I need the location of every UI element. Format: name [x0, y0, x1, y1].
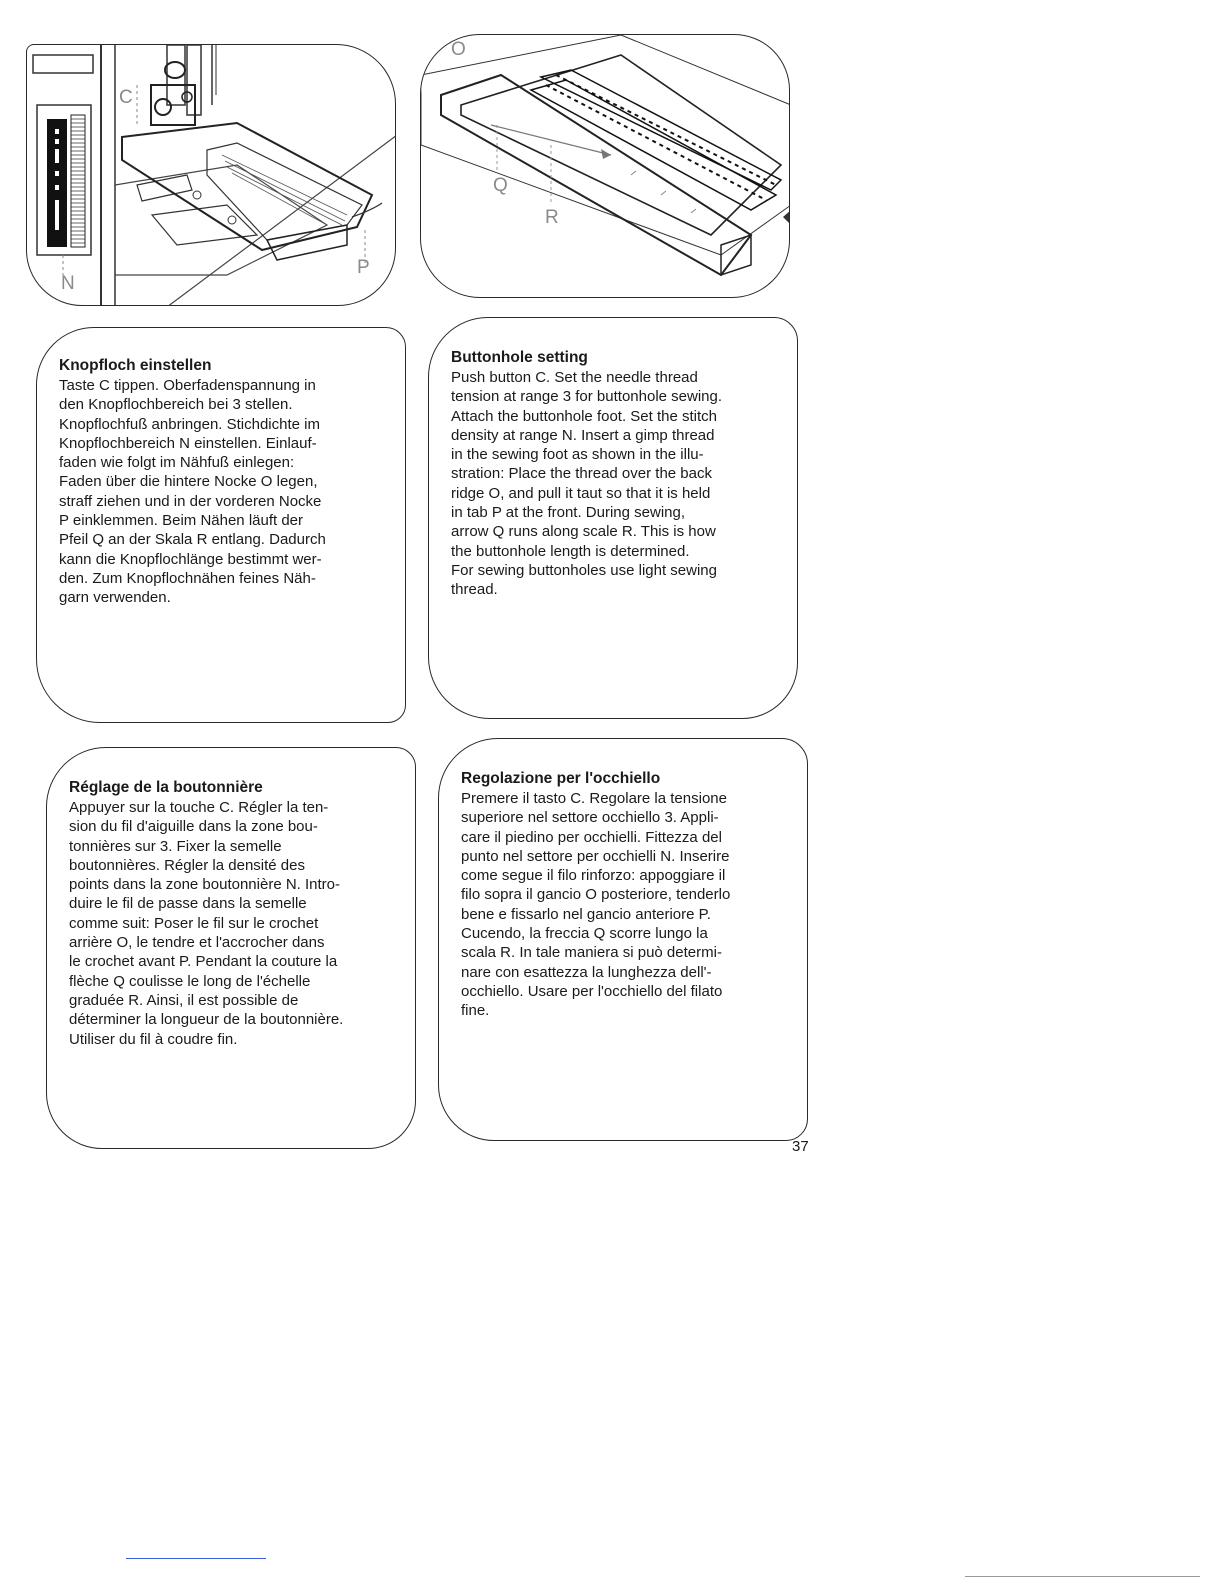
label-o: O: [451, 39, 466, 60]
buttonhole-scale-drawing: [421, 35, 790, 298]
illustration-buttonhole-scale: [420, 34, 790, 298]
bottom-right-rule: [965, 1576, 1200, 1577]
bottom-left-rule: [126, 1558, 266, 1559]
section-body-german: Taste C tippen. Oberfadenspannung in den Knopflochbereich bei 3 stellen. Knopflochfuß anbringen. Stichdichte im Knopflochbereich N einstellen. Einlauf- faden wie folgt im Nähfuß einlegen: Faden über die hintere Nocke O legen, straff ziehen und in der vorderen Nocke P einklemmen. Beim Nähen läuft der Pfeil Q an der Skala R entlang. Dadurch kann die Knopflochlänge bestimmt wer- den. Zum Knopflochnähen feines Näh- garn verwenden.: [59, 377, 326, 607]
section-title-english: Buttonhole setting: [451, 349, 588, 366]
label-r: R: [545, 207, 559, 228]
label-n: N: [61, 273, 75, 294]
text-panel-italian: [438, 738, 808, 1141]
text-panel-english: [428, 317, 798, 719]
label-q: Q: [493, 175, 508, 196]
section-title-italian: Regolazione per l'occhiello: [461, 770, 661, 787]
section-title-french: Réglage de la boutonnière: [69, 779, 263, 796]
text-panel-german: [36, 327, 406, 723]
page-number: 37: [792, 1138, 809, 1155]
section-title-german: Knopfloch einstellen: [59, 357, 212, 374]
section-body-french: Appuyer sur la touche C. Régler la ten- sion du fil d'aiguille dans la zone bou- tonnières sur 3. Fixer la semelle boutonnières. Régler la densité des points dans la zone boutonnière N. Intro- duire le fil de passe dans la semelle comme suit: Poser le fil sur le crochet arrière O, le tendre et l'accrocher dans le crochet avant P. Pendant la couture la flèche Q coulisse le long de l'échelle graduée R. Ainsi, il est possible de déterminer la longueur de la boutonnière. Utiliser du fil à coudre fin.: [69, 799, 344, 1048]
section-body-italian: Premere il tasto C. Regolare la tensione superiore nel settore occhiello 3. Appli- care il piedino per occhielli. Fittezza del punto nel settore per occhielli N. Inserire come segue il filo rinforzo: appoggiare il filo sopra il gancio O posteriore, tenderlo bene e fissarlo nel gancio anteriore P. Cucendo, la freccia Q scorre lungo la scala R. In tale maniera si può determi- nare con esattezza la lunghezza dell'- occhiello. Usare per l'occhiello del filato fine.: [461, 790, 731, 1020]
presser-foot-drawing: [27, 45, 396, 306]
section-body-english: Push button C. Set the needle thread tension at range 3 for buttonhole sewing. Attach the buttonhole foot. Set the stitch density at range N. Insert a gimp thread in the sewing foot as shown in the illu- stration: Place the thread over the back ridge O, and pull it taut so that it is held in tab P at the front. During sewing, arrow Q runs along scale R. This is how the buttonhole length is determined. For sewing buttonholes use light sewing thread.: [451, 369, 723, 599]
text-panel-french: [46, 747, 416, 1149]
label-p: P: [357, 257, 370, 278]
illustration-presser-foot: [26, 44, 396, 306]
label-c: C: [119, 87, 133, 108]
